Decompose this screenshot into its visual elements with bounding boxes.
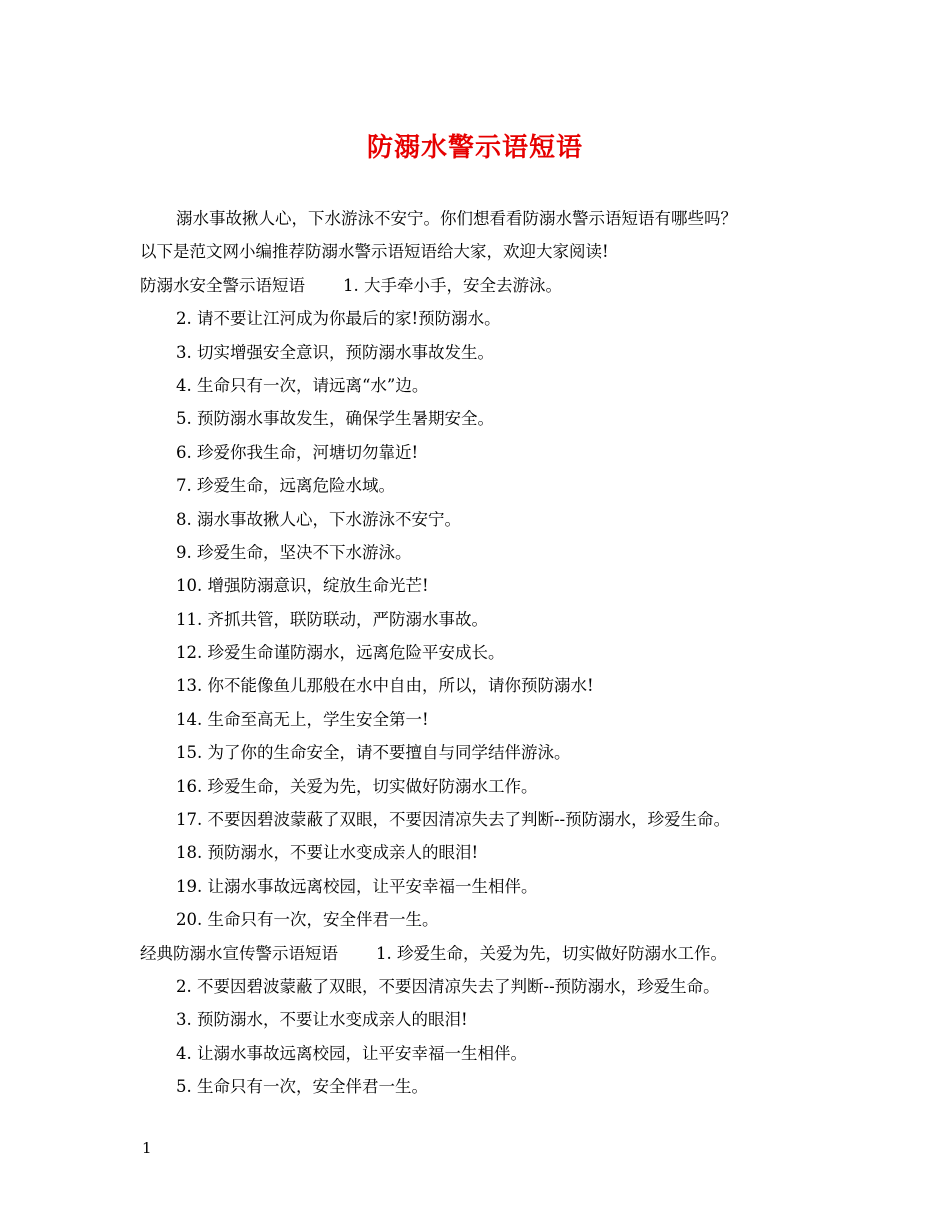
section-2-item-1: 1. 珍爱生命，关爱为先，切实做好防溺水工作。 [376,943,727,963]
section-2-item: 4. 让溺水事故远离校园，让平安幸福一生相伴。 [176,1043,527,1063]
document-body [140,202,830,1104]
section-1-item: 6. 珍爱你我生命，河塘切勿靠近! [176,442,419,462]
section-2-item: 2. 不要因碧波蒙蔽了双眼，不要因清凉失去了判断--预防溺水，珍爱生命。 [176,976,720,996]
section-2-heading-line [140,937,830,970]
section-1-item: 11. 齐抓共管，联防联动，严防溺水事故。 [176,609,488,629]
section-1-item: 7. 珍爱生命，远离危险水域。 [176,476,395,496]
section-1-item: 18. 预防溺水，不要让水变成亲人的眼泪! [176,843,479,863]
section-1-item: 3. 切实增强安全意识，预防溺水事故发生。 [176,342,494,362]
section-1-item: 17. 不要因碧波蒙蔽了双眼，不要因清凉失去了判断--预防溺水，珍爱生命。 [176,810,731,830]
section-1-item: 13. 你不能像鱼儿那般在水中自由，所以，请你预防溺水! [176,676,594,696]
section-1-item: 14. 生命至高无上，学生安全第一! [176,709,429,729]
intro-line-1: 溺水事故揪人心，下水游泳不安宁。你们想看看防溺水警示语短语有哪些吗？ [176,209,737,228]
section-1-item: 9. 珍爱生命，坚决不下水游泳。 [176,542,412,562]
section-1-item: 12. 珍爱生命谨防溺水，远离危险平安成长。 [176,643,505,663]
section-1-item: 16. 珍爱生命，关爱为先，切实做好防溺水工作。 [176,776,538,796]
section-1-item: 20. 生命只有一次，安全伴君一生。 [176,910,439,930]
section-1-heading-line [140,269,830,302]
page-title: 防溺水警示语短语 [366,133,583,163]
section-1-item-1: 1. 大手牵小手，安全去游泳。 [343,275,562,295]
section-1-item: 5. 预防溺水事故发生，确保学生暑期安全。 [176,409,494,429]
section-1-item: 2. 请不要让江河成为你最后的家!预防溺水。 [176,309,501,329]
section-1-item: 19. 让溺水事故远离校园，让平安幸福一生相伴。 [176,876,538,896]
section-2-heading: 经典防溺水宣传警示语短语 [140,943,338,963]
section-1-item: 4. 生命只有一次，请远离“水”边。 [176,375,429,395]
section-2-item: 3. 预防溺水，不要让水变成亲人的眼泪! [176,1010,468,1030]
section-1-item: 8. 溺水事故揪人心，下水游泳不安宁。 [176,509,461,529]
section-1-item: 15. 为了你的生命安全，请不要擅自与同学结伴游泳。 [176,743,571,763]
intro-line-2: 以下是范文网小编推荐防溺水警示语短语给大家，欢迎大家阅读! [140,242,609,262]
page-number: 1 [142,1139,152,1157]
section-1-item: 10. 增强防溺意识，绽放生命光芒! [176,576,429,596]
section-2-item: 5. 生命只有一次，安全伴君一生。 [176,1077,428,1097]
section-1-heading: 防溺水安全警示语短语 [140,275,305,295]
